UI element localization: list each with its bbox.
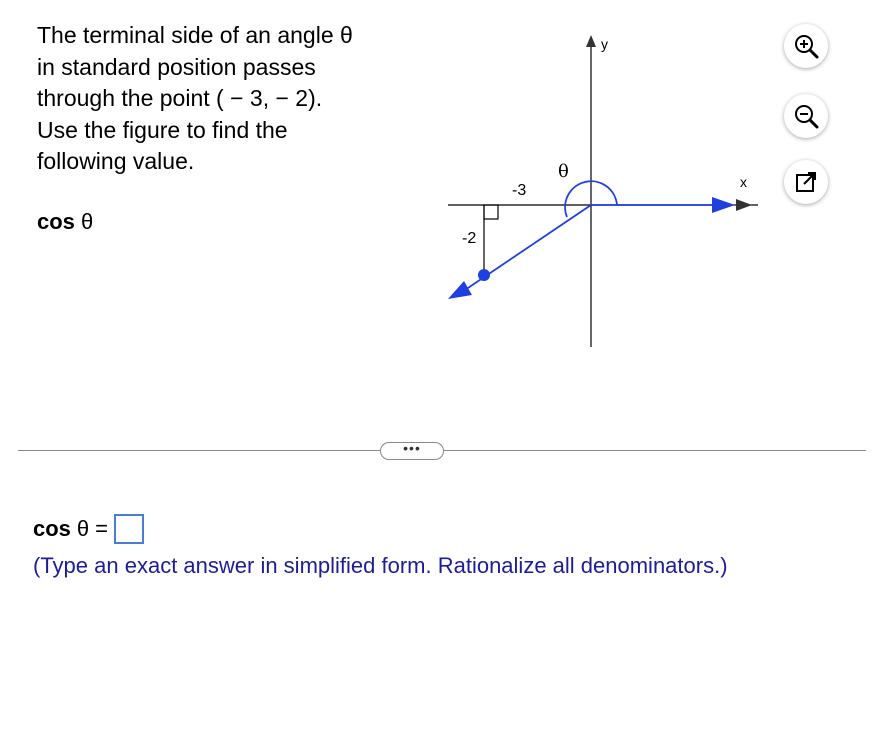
right-angle-marker [484,205,498,219]
function-name: cos [37,209,75,234]
question-line: in standard position passes [37,53,316,80]
zoom-in-button[interactable] [784,24,828,68]
answer-function-label: cos [33,516,71,541]
question-text [37,20,397,178]
answer-input[interactable] [114,514,144,544]
equals-sign: = [95,516,109,541]
y-axis-label: y [601,36,608,52]
question-line: Use the figure to find the [37,116,288,143]
y-axis-arrow [586,35,596,47]
answer-row [33,514,144,544]
popout-button[interactable] [784,160,828,204]
zoom-in-icon [792,32,820,60]
angle-figure [440,25,760,355]
zoom-out-button[interactable] [784,94,828,138]
more-button[interactable] [380,442,444,460]
angle-label: θ [558,161,569,182]
point-y-label: -2 [462,230,477,247]
terminal-side-arrow [448,281,472,299]
question-line: The terminal side of an angle θ [37,22,353,48]
coordinate-plane [440,25,760,355]
question-line: through the point ( − 3, − 2). [37,85,323,111]
theta-symbol: θ [81,209,94,234]
more-button-label: ••• [403,440,421,456]
popout-icon [793,169,819,195]
question-line: following value. [37,148,195,174]
x-axis-label: x [740,174,747,190]
x-axis-arrow [736,199,752,211]
answer-theta-symbol: θ [76,516,90,541]
zoom-out-icon [792,102,820,130]
answer-instruction: (Type an exact answer in simplified form. Rationalize all denominators.) [33,553,728,578]
point-marker [478,269,490,281]
initial-side-arrow [712,197,735,213]
point-x-label: -3 [512,182,527,199]
target-function-label [37,209,93,235]
